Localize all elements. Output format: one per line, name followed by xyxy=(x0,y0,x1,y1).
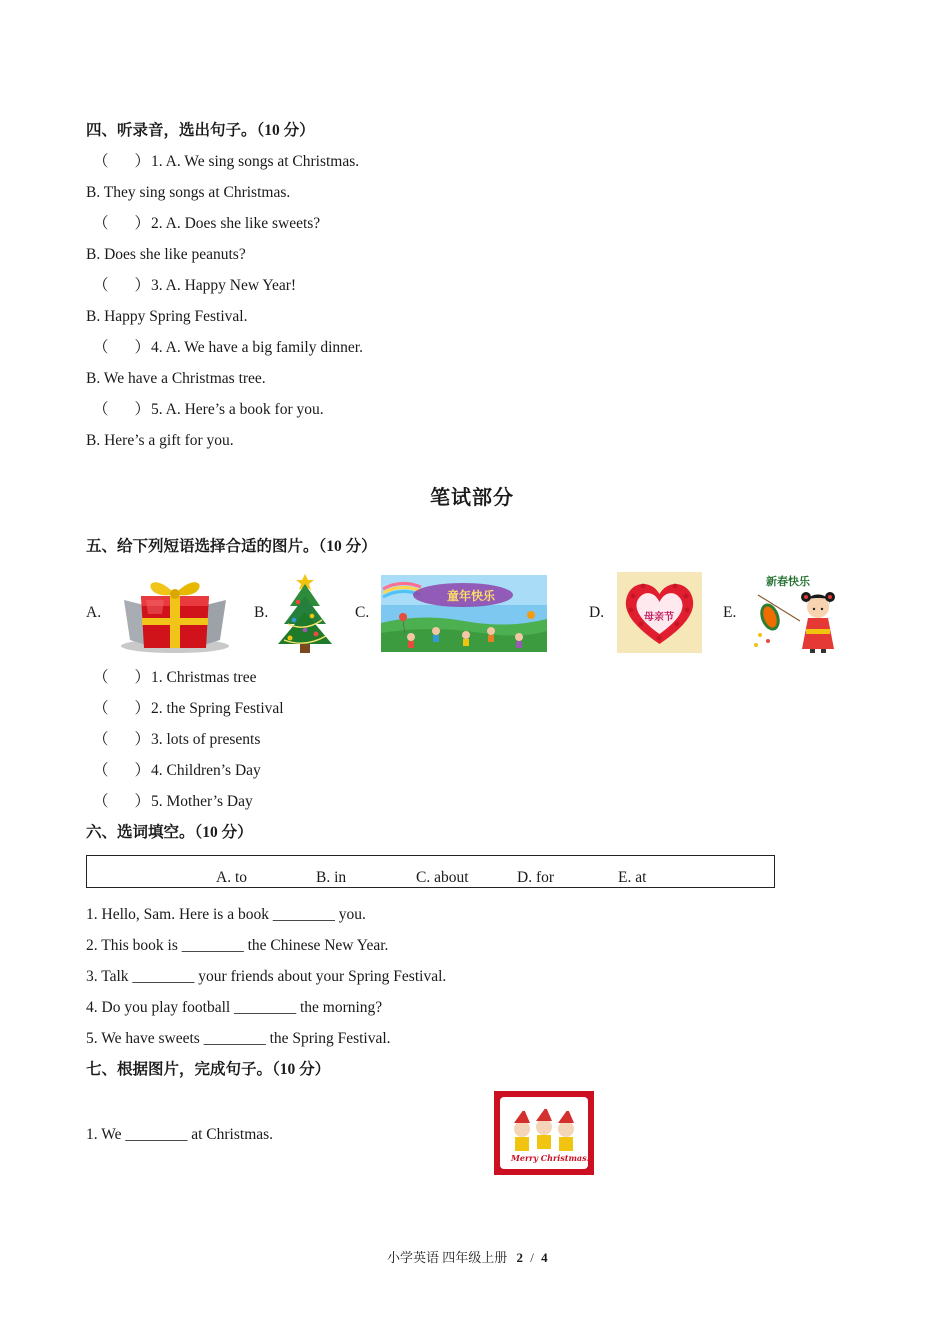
word-bank-box xyxy=(86,855,775,888)
matching-item-4: （ ）4. Children’s Day xyxy=(93,762,261,779)
heart-roses-icon xyxy=(617,572,702,653)
listening-item-4-b: B. We have a Christmas tree. xyxy=(86,370,266,387)
listening-item-2-b: B. Does she like peanuts? xyxy=(86,246,246,263)
merry-christmas-card-icon xyxy=(494,1091,594,1175)
page-footer xyxy=(387,1247,548,1266)
word-option-a: A. to xyxy=(216,869,247,886)
matching-item-1: （ ）1. Christmas tree xyxy=(93,669,257,686)
fill-blank-item-2: 2. This book is ________ the Chinese New Year. xyxy=(86,937,389,954)
matching-item-3: （ ）3. lots of presents xyxy=(93,731,261,748)
banner-text: 童年快乐 xyxy=(447,589,496,603)
matching-item-5: （ ）5. Mother’s Day xyxy=(93,793,253,810)
gift-box-icon xyxy=(116,570,234,654)
listening-item-1: （ ）1. A. We sing songs at Christmas. xyxy=(93,153,360,170)
spring-festival-girl-icon xyxy=(748,571,838,655)
fill-blank-item-5: 5. We have sweets ________ the Spring Festival. xyxy=(86,1030,391,1047)
section4-heading: 四、听录音，选出句子。（10 分） xyxy=(86,122,315,139)
footer-subject: 小学英语 四年级上册 xyxy=(387,1250,508,1265)
spring-festival-picture-text: 新春快乐 xyxy=(766,575,810,588)
picture-sentence-item-1: 1. We ________ at Christmas. xyxy=(86,1126,274,1143)
listening-item-3-b: B. Happy Spring Festival. xyxy=(86,308,248,325)
written-part-title: 笔试部分 xyxy=(430,487,514,509)
option-e-label: E. xyxy=(723,604,737,621)
listening-item-4: （ ）4. A. We have a big family dinner. xyxy=(93,339,363,356)
section5-heading: 五、给下列短语选择合适的图片。（10 分） xyxy=(86,538,377,555)
footer-separator: / xyxy=(530,1250,534,1265)
mothers-day-picture-text: 母亲节 xyxy=(644,612,674,623)
childrens-day-banner-icon xyxy=(381,575,547,652)
option-a-label: A. xyxy=(86,604,102,621)
word-option-c: C. about xyxy=(416,869,469,886)
option-b-label: B. xyxy=(254,604,269,621)
footer-page-number: 2 xyxy=(516,1250,524,1265)
section7-heading: 七、根据图片，完成句子。（10 分） xyxy=(86,1061,331,1078)
fill-blank-item-4: 4. Do you play football ________ the morning? xyxy=(86,999,383,1016)
listening-item-5: （ ）5. A. Here’s a book for you. xyxy=(93,401,324,418)
listening-item-3: （ ）3. A. Happy New Year! xyxy=(93,277,297,294)
christmas-tree-icon xyxy=(276,572,334,654)
listening-item-1-b: B. They sing songs at Christmas. xyxy=(86,184,291,201)
fill-blank-item-1: 1. Hello, Sam. Here is a book ________ you. xyxy=(86,906,366,923)
merry-christmas-text: Merry Christmas! xyxy=(511,1153,591,1163)
fill-blank-item-3: 3. Talk ________ your friends about your Spring Festival. xyxy=(86,968,447,985)
option-d-label: D. xyxy=(589,604,605,621)
word-option-d: D. for xyxy=(517,869,555,886)
option-c-label: C. xyxy=(355,604,370,621)
footer-total-pages: 4 xyxy=(541,1250,548,1265)
word-option-b: B. in xyxy=(316,869,347,886)
listening-item-2: （ ）2. A. Does she like sweets? xyxy=(93,215,321,232)
section6-heading: 六、选词填空。（10 分） xyxy=(86,824,253,841)
word-option-e: E. at xyxy=(618,869,647,886)
matching-item-2: （ ）2. the Spring Festival xyxy=(93,700,284,717)
listening-item-5-b: B. Here’s a gift for you. xyxy=(86,432,234,449)
